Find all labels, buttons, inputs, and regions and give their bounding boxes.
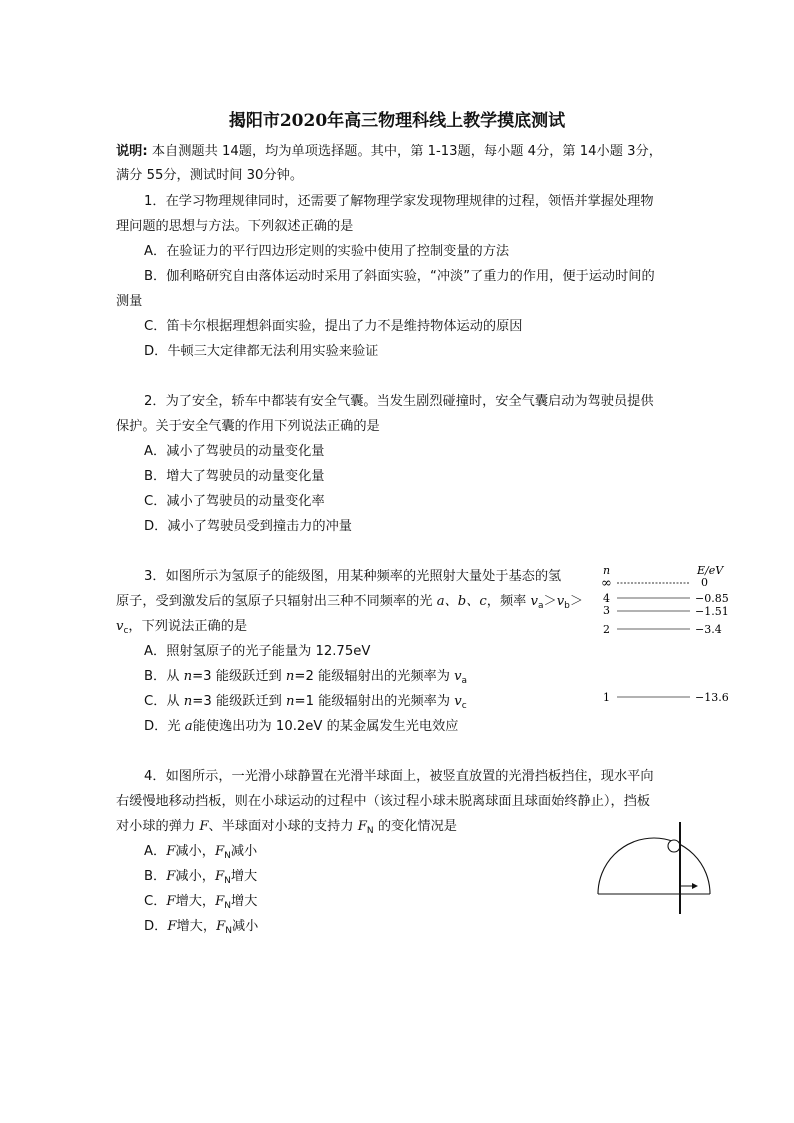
q3-option-c bbox=[144, 693, 467, 715]
q3-b-v-sub: a bbox=[461, 676, 468, 686]
q3-stem-3-text: ，下列说法正确的是 bbox=[128, 619, 248, 634]
intro-label: 说明: bbox=[116, 144, 148, 159]
q4-stem-3-mid: 、半球面对小球的支持力 bbox=[208, 819, 358, 834]
q3-d-a: a bbox=[184, 719, 193, 734]
q4-c-f: 增大， bbox=[175, 894, 216, 909]
q3-c-mid1: =3 能级跃迁到 bbox=[192, 694, 287, 709]
level-3-e: −1.51 bbox=[695, 605, 729, 618]
q3-option-a: A．照射氢原子的光子能量为 12.75eV bbox=[144, 644, 371, 659]
q1-stem-line-1: 1．在学习物理规律同时，还需要了解物理学家发现物理规律的过程，领悟并掌握处理物 bbox=[144, 194, 654, 209]
q4-b-letter: B． bbox=[144, 869, 167, 884]
q4-a-fn: 减小 bbox=[230, 844, 258, 859]
q4-option-c bbox=[144, 893, 257, 915]
q4-a-letter: A． bbox=[144, 844, 167, 859]
q4-d-FN-sub: N bbox=[225, 926, 232, 936]
q4-c-fn: 增大 bbox=[231, 894, 258, 909]
q3-c-n1: n bbox=[183, 694, 193, 709]
q3-stem-line-2 bbox=[116, 593, 583, 615]
hemisphere-diagram bbox=[590, 820, 720, 916]
q4-option-b bbox=[144, 868, 257, 890]
q3-b-v: v bbox=[454, 669, 462, 684]
q4-c-letter: C． bbox=[144, 894, 167, 909]
q3-c-mid2: =1 能级辐射出的光频率为 bbox=[294, 694, 455, 709]
q4-d-letter: D． bbox=[144, 919, 168, 934]
diagram-e-label: E/eV bbox=[697, 564, 724, 577]
q2-option-b: B．增大了驾驶员的动量变化量 bbox=[144, 469, 325, 484]
q4-a-F: F bbox=[166, 844, 176, 859]
level-1-e: −13.6 bbox=[695, 691, 729, 704]
q3-d-pre: D．光 bbox=[144, 719, 185, 734]
q4-d-f: 增大， bbox=[176, 919, 217, 934]
q1-stem-line-2: 理问题的思想与方法。下列叙述正确的是 bbox=[116, 219, 354, 234]
q4-d-F: F bbox=[167, 919, 177, 934]
intro-line-1 bbox=[116, 143, 662, 161]
q4-b-fn: 增大 bbox=[230, 869, 258, 884]
q1-option-c: C．笛卡尔根据理想斜面实验，提出了力不是维持物体运动的原因 bbox=[144, 319, 523, 334]
q3-c-pre: C．从 bbox=[144, 694, 184, 709]
q3-vb: v bbox=[556, 594, 565, 609]
q2-option-d: D．减小了驾驶员受到撞击力的冲量 bbox=[144, 519, 352, 534]
q3-b-n2: n bbox=[285, 669, 295, 684]
q4-c-FN: F bbox=[215, 894, 225, 909]
q4-a-FN: F bbox=[214, 844, 225, 859]
q3-b-pre: B．从 bbox=[144, 669, 184, 684]
intro-text-1: 本自测题共 14题，均为单项选择题。其中，第 1-13题，每小题 4分，第 14小题 3分， bbox=[147, 144, 662, 159]
q4-stem-3-pre: 对小球的弹力 bbox=[116, 819, 200, 834]
q4-c-FN-sub: N bbox=[224, 901, 232, 911]
q4-b-F: F bbox=[166, 869, 176, 884]
q3-d-post: 能使逸出功为 10.2eV 的某金属发生光电效应 bbox=[192, 719, 459, 734]
q4-b-f: 减小， bbox=[175, 869, 215, 884]
q4-option-d bbox=[144, 918, 258, 940]
q4-stem-line-1: 4．如图所示，一光滑小球静置在光滑半球面上，被竖直放置的光滑挡板挡住，现水平向 bbox=[144, 769, 654, 784]
q2-stem-line-2: 保护。关于安全气囊的作用下列说法正确的是 bbox=[116, 419, 380, 434]
q3-vc: v bbox=[116, 619, 124, 634]
energy-level-diagram bbox=[595, 560, 735, 710]
q4-F: F bbox=[199, 819, 209, 834]
q4-stem-3-post: 的变化情况是 bbox=[373, 819, 457, 834]
q2-option-a: A．减小了驾驶员的动量变化量 bbox=[144, 444, 325, 459]
move-arrow-head bbox=[692, 883, 698, 889]
level-3-n: 3 bbox=[603, 604, 610, 617]
q3-vc-sub: c bbox=[123, 626, 129, 636]
q3-option-d bbox=[144, 718, 459, 736]
q3-b-mid2: =2 能级辐射出的光频率为 bbox=[294, 669, 455, 684]
q3-freq-text: ，频率 bbox=[486, 594, 531, 609]
q2-option-c: C．减小了驾驶员的动量变化率 bbox=[144, 494, 325, 509]
q2-stem-line-1: 2．为了安全，轿车中都装有安全气囊。当发生剧烈碰撞时，安全气囊启动为驾驶员提供 bbox=[144, 394, 654, 409]
intro-line-2: 满分 55分，测试时间 30分钟。 bbox=[116, 168, 304, 183]
small-ball bbox=[668, 840, 680, 852]
q3-b-mid1: =3 能级跃迁到 bbox=[192, 669, 286, 684]
q3-stem-line-3 bbox=[116, 618, 247, 640]
q4-FN-sub: N bbox=[366, 826, 374, 836]
q3-gt-2: ＞ bbox=[569, 594, 584, 609]
q3-va-sub: a bbox=[538, 601, 544, 611]
q3-stem-2-text: 原子，受到激发后的氢原子只辐射出三种不同频率的光 bbox=[116, 594, 437, 609]
level-4-n: 4 bbox=[603, 592, 610, 605]
q4-b-FN: F bbox=[214, 869, 225, 884]
q3-vb-sub: b bbox=[564, 601, 570, 611]
q4-stem-line-2: 右缓慢地移动挡板，则在小球运动的过程中（该过程小球未脱离球面且球面始终静止），挡板 bbox=[116, 794, 651, 809]
q4-a-FN-sub: N bbox=[224, 851, 231, 861]
level-1-n: 1 bbox=[603, 691, 610, 704]
q4-stem-line-3 bbox=[116, 818, 457, 840]
diagram-n-label: n bbox=[603, 564, 611, 577]
q3-c-v-sub: c bbox=[461, 701, 467, 711]
q3-b-n1: n bbox=[183, 669, 193, 684]
q4-FN: F bbox=[357, 819, 367, 834]
page-title: 揭阳市2020年高三物理科线上教学摸底测试 bbox=[228, 111, 566, 131]
q1-option-b-cont: 测量 bbox=[116, 294, 143, 309]
q3-va: v bbox=[530, 594, 538, 609]
q4-d-FN: F bbox=[216, 919, 226, 934]
q3-option-b bbox=[144, 668, 467, 690]
q3-c-v: v bbox=[454, 694, 462, 709]
q4-a-f: 减小， bbox=[175, 844, 215, 859]
level-2-e: −3.4 bbox=[695, 623, 722, 636]
level-4-e: −0.85 bbox=[695, 592, 729, 605]
q1-option-a: A．在验证力的平行四边形定则的实验中使用了控制变量的方法 bbox=[144, 244, 510, 259]
q1-option-b: B．伽利略研究自由落体运动时采用了斜面实验，“冲淡”了重力的作用，便于运动时间的 bbox=[144, 269, 655, 284]
level-inf-e: 0 bbox=[701, 576, 708, 589]
level-2-n: 2 bbox=[603, 623, 610, 636]
q3-stem-line-1: 3．如图所示为氢原子的能级图，用某种频率的光照射大量处于基态的氢 bbox=[144, 569, 562, 584]
q4-option-a bbox=[144, 843, 257, 865]
q3-c-n2: n bbox=[286, 694, 295, 709]
q3-abc: a、b、c bbox=[436, 594, 487, 609]
q4-b-FN-sub: N bbox=[224, 876, 231, 886]
q3-gt-1: ＞ bbox=[543, 594, 557, 609]
q4-d-fn: 减小 bbox=[231, 919, 259, 934]
q1-option-d: D．牛顿三大定律都无法利用实验来验证 bbox=[144, 344, 379, 359]
q4-c-F: F bbox=[166, 894, 176, 909]
level-inf-n: ∞ bbox=[601, 576, 612, 591]
